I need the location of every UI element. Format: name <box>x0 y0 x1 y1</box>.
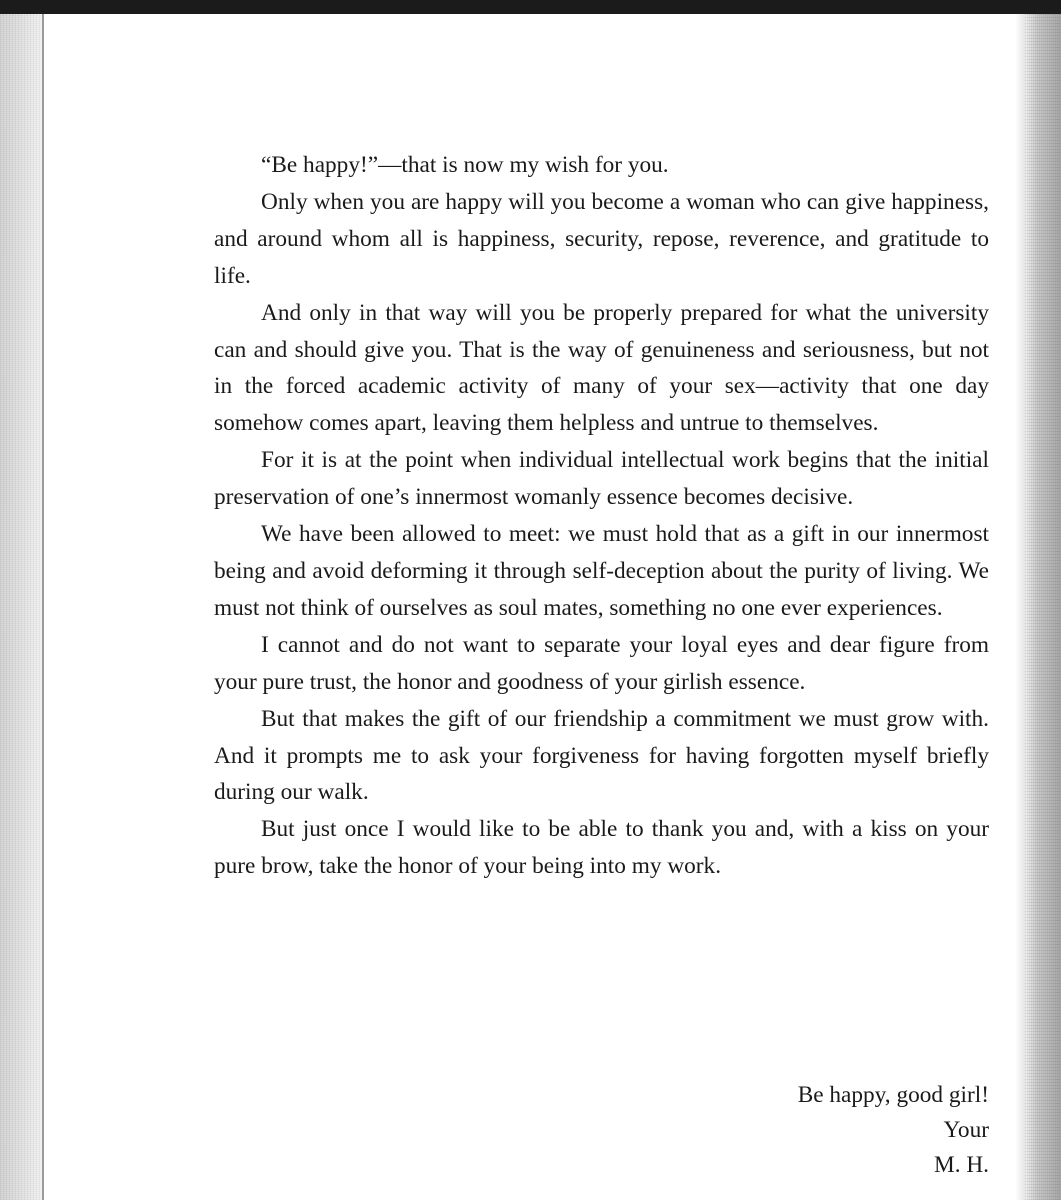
paragraph: But that makes the gift of our friendship a commitment we must grow with. And it prompts me to ask your forgiveness for having forgotten myself briefly during our walk. <box>214 705 989 806</box>
signature-initials: M. H. <box>933 1152 989 1178</box>
closing-salutation: Be happy, good girl! <box>797 1082 989 1108</box>
paragraph: “Be happy!”—that is now my wish for you. <box>261 152 669 178</box>
right-page-edge <box>1025 14 1061 1200</box>
paragraph: But just once I would like to be able to thank you and, with a kiss on your pure brow, take the honor of your being into my work. <box>214 816 989 880</box>
letter-body <box>214 147 989 885</box>
paragraph: Only when you are happy will you become a woman who can give happiness, and around whom all is happiness, security, repose, reverence, and gratitude to life. <box>214 188 989 289</box>
paragraph: And only in that way will you be properly prepared for what the university can and should give you. That is the way of genuineness and seriousness, but not in the forced academic activity of many of your sex—activity that one day somehow comes apart, leaving them helpless and untrue to themselves. <box>214 299 989 437</box>
top-bar <box>0 0 1061 14</box>
letter-closing <box>644 1078 989 1183</box>
book-page <box>44 14 1025 1200</box>
paragraph: For it is at the point when individual intellectual work begins that the initial preservation of one’s innermost womanly essence becomes decisive. <box>214 447 989 511</box>
closing-your: Your <box>943 1117 989 1143</box>
paragraph: I cannot and do not want to separate your loyal eyes and dear figure from your pure trust, the honor and goodness of your girlish essence. <box>214 631 989 695</box>
left-page-edge <box>0 14 44 1200</box>
paragraph: We have been allowed to meet: we must hold that as a gift in our innermost being and avoid deforming it through self-deception about the purity of living. We must not think of ourselves as soul mates, something no one ever experiences. <box>214 521 989 621</box>
